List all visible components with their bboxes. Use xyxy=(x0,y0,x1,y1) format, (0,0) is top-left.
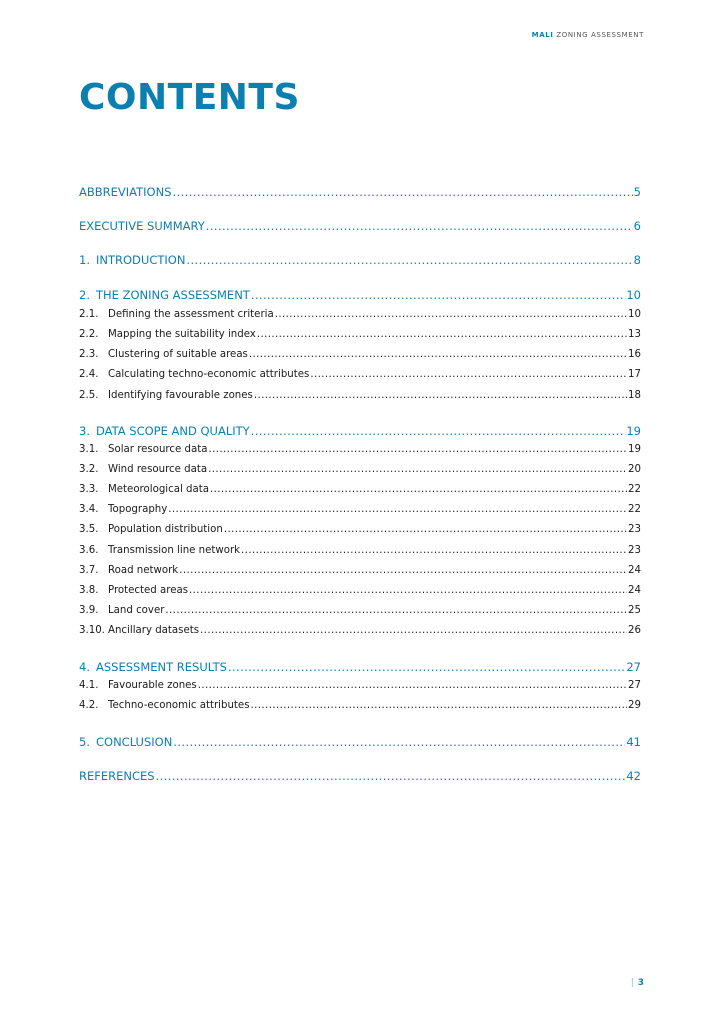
toc-entry-label: ABBREVIATIONS xyxy=(79,185,172,199)
toc-entry-number: 3.4. xyxy=(79,504,99,515)
toc-entry-label: Population distribution xyxy=(108,524,223,535)
toc-entry-page: 16 xyxy=(628,349,641,360)
toc-leader-dots xyxy=(249,349,627,360)
toc-entry[interactable] xyxy=(79,585,641,596)
toc-entry-number: 2.1. xyxy=(79,309,99,320)
toc-entry[interactable] xyxy=(79,369,641,380)
toc-entry[interactable] xyxy=(79,545,641,556)
toc-leader-dots xyxy=(200,625,627,636)
toc-entry-number: 3.6. xyxy=(79,545,99,556)
toc-entry-page: 24 xyxy=(628,585,641,596)
toc-entry-label: REFERENCES xyxy=(79,769,155,783)
toc-leader-dots xyxy=(251,288,626,302)
toc-entry[interactable] xyxy=(79,464,641,475)
page-title: CONTENTS xyxy=(79,77,300,118)
toc-leader-dots xyxy=(168,504,627,515)
toc-entry[interactable] xyxy=(79,288,641,302)
toc-entry[interactable] xyxy=(79,349,641,360)
toc-entry-page: 17 xyxy=(628,369,641,380)
toc-entry-label: Topography xyxy=(108,504,168,515)
toc-leader-dots xyxy=(257,329,627,340)
toc-entry-label: Favourable zones xyxy=(108,680,197,691)
toc-entry-label: Techno-economic attributes xyxy=(108,700,250,711)
toc-entry-label: Land cover xyxy=(108,605,165,616)
toc-leader-dots xyxy=(251,424,626,438)
toc-entry-page: 25 xyxy=(628,605,641,616)
toc-leader-dots xyxy=(206,219,633,233)
toc-leader-dots xyxy=(275,309,627,320)
toc-leader-dots xyxy=(198,680,627,691)
toc-entry-label: Wind resource data xyxy=(108,464,208,475)
toc-entry[interactable] xyxy=(79,700,641,711)
toc-entry-label: Meteorological data xyxy=(108,484,209,495)
toc-entry-label: CONCLUSION xyxy=(95,735,173,749)
toc-entry-page: 42 xyxy=(626,769,641,783)
toc-entry[interactable] xyxy=(79,424,641,438)
toc-entry[interactable] xyxy=(79,625,641,636)
toc-entry[interactable] xyxy=(79,660,641,674)
running-header xyxy=(532,31,644,39)
toc-entry-label: Protected areas xyxy=(108,585,189,596)
toc-entry-page: 19 xyxy=(626,424,641,438)
toc-leader-dots xyxy=(156,769,626,783)
toc-entry[interactable] xyxy=(79,309,641,320)
toc-entry-label: Calculating techno-economic attributes xyxy=(108,369,310,380)
toc-entry-page: 5 xyxy=(633,185,641,199)
toc-entry-label: THE ZONING ASSESSMENT xyxy=(95,288,250,302)
toc-leader-dots xyxy=(310,369,627,380)
toc-entry-number: 3.1. xyxy=(79,444,99,455)
toc-entry-label: Clustering of suitable areas xyxy=(108,349,248,360)
toc-entry-label: DATA SCOPE AND QUALITY xyxy=(95,424,250,438)
toc-entry-number: 3.7. xyxy=(79,565,99,576)
toc-entry-number: 3.5. xyxy=(79,524,99,535)
toc-entry-number: 1. xyxy=(79,253,90,267)
toc-entry[interactable] xyxy=(79,444,641,455)
toc-entry[interactable] xyxy=(79,219,641,233)
toc-leader-dots xyxy=(251,700,628,711)
toc-entry-label: Defining the assessment criteria xyxy=(108,309,274,320)
toc-entry-number: 3. xyxy=(79,424,90,438)
toc-entry-page: 29 xyxy=(628,700,641,711)
toc-entry-page: 24 xyxy=(628,565,641,576)
toc-leader-dots xyxy=(189,585,627,596)
toc-leader-dots xyxy=(254,390,627,401)
toc-entry-label: Mapping the suitability index xyxy=(108,329,256,340)
toc-entry[interactable] xyxy=(79,329,641,340)
toc-entry[interactable] xyxy=(79,565,641,576)
toc-leader-dots xyxy=(210,484,627,495)
toc-entry-number: 5. xyxy=(79,735,90,749)
toc-leader-dots xyxy=(173,735,625,749)
toc-entry-label: EXECUTIVE SUMMARY xyxy=(79,219,205,233)
toc-entry[interactable] xyxy=(79,185,641,199)
toc-entry-label: INTRODUCTION xyxy=(95,253,186,267)
toc-entry[interactable] xyxy=(79,504,641,515)
toc-entry-label: ASSESSMENT RESULTS xyxy=(95,660,227,674)
toc-leader-dots xyxy=(179,565,627,576)
toc-entry-label: Solar resource data xyxy=(108,444,208,455)
toc-entry-label: Road network xyxy=(108,565,179,576)
toc-leader-dots xyxy=(173,185,633,199)
toc-entry[interactable] xyxy=(79,484,641,495)
header-country: MALI xyxy=(531,31,554,39)
toc-entry-page: 23 xyxy=(628,524,641,535)
toc-entry-number: 4. xyxy=(79,660,90,674)
toc-entry-page: 8 xyxy=(633,253,641,267)
page-number: 3 xyxy=(637,978,644,988)
toc-entry-number: 3.9. xyxy=(79,605,99,616)
toc-entry-page: 19 xyxy=(628,444,641,455)
toc-entry-page: 20 xyxy=(628,464,641,475)
toc-leader-dots xyxy=(208,464,627,475)
toc-entry-page: 6 xyxy=(633,219,641,233)
toc-entry-number: 3.8. xyxy=(79,585,99,596)
toc-entry-page: 41 xyxy=(626,735,641,749)
toc-entry-number: 2.4. xyxy=(79,369,99,380)
toc-entry[interactable] xyxy=(79,253,641,267)
toc-entry-page: 22 xyxy=(628,484,641,495)
toc-entry[interactable] xyxy=(79,390,641,401)
header-document-title: ZONING ASSESSMENT xyxy=(556,31,644,39)
toc-leader-dots xyxy=(228,660,625,674)
toc-entry[interactable] xyxy=(79,524,641,535)
toc-leader-dots xyxy=(165,605,627,616)
toc-entry-number: 2.2. xyxy=(79,329,99,340)
toc-entry[interactable] xyxy=(79,769,641,783)
page-footer xyxy=(631,978,644,988)
toc-entry-page: 27 xyxy=(626,660,641,674)
toc-entry-page: 18 xyxy=(628,390,641,401)
toc-entry-page: 23 xyxy=(628,545,641,556)
toc-entry[interactable] xyxy=(79,605,641,616)
toc-entry-number: 2. xyxy=(79,288,90,302)
toc-entry-number: 4.1. xyxy=(79,680,99,691)
toc-entry-page: 10 xyxy=(628,309,641,320)
toc-entry-label: Ancillary datasets xyxy=(108,625,200,636)
toc-entry-number: 3.2. xyxy=(79,464,99,475)
toc-entry-number: 2.5. xyxy=(79,390,99,401)
toc-entry-page: 22 xyxy=(628,504,641,515)
toc-leader-dots xyxy=(186,253,632,267)
toc-entry-label: Transmission line network xyxy=(108,545,241,556)
toc-leader-dots xyxy=(224,524,627,535)
toc-leader-dots xyxy=(241,545,627,556)
toc-entry-page: 27 xyxy=(628,680,641,691)
toc-entry-page: 26 xyxy=(628,625,641,636)
footer-divider: | xyxy=(630,978,634,988)
toc-entry-number: 3.3. xyxy=(79,484,99,495)
toc-entry[interactable] xyxy=(79,680,641,691)
toc-leader-dots xyxy=(208,444,627,455)
toc-entry-number: 4.2. xyxy=(79,700,99,711)
toc-entry-number: 2.3. xyxy=(79,349,99,360)
toc-entry[interactable] xyxy=(79,735,641,749)
toc-entry-number: 3.10. xyxy=(79,625,105,636)
toc-entry-page: 10 xyxy=(626,288,641,302)
toc-entry-label: Identifying favourable zones xyxy=(108,390,253,401)
toc-entry-page: 13 xyxy=(628,329,641,340)
